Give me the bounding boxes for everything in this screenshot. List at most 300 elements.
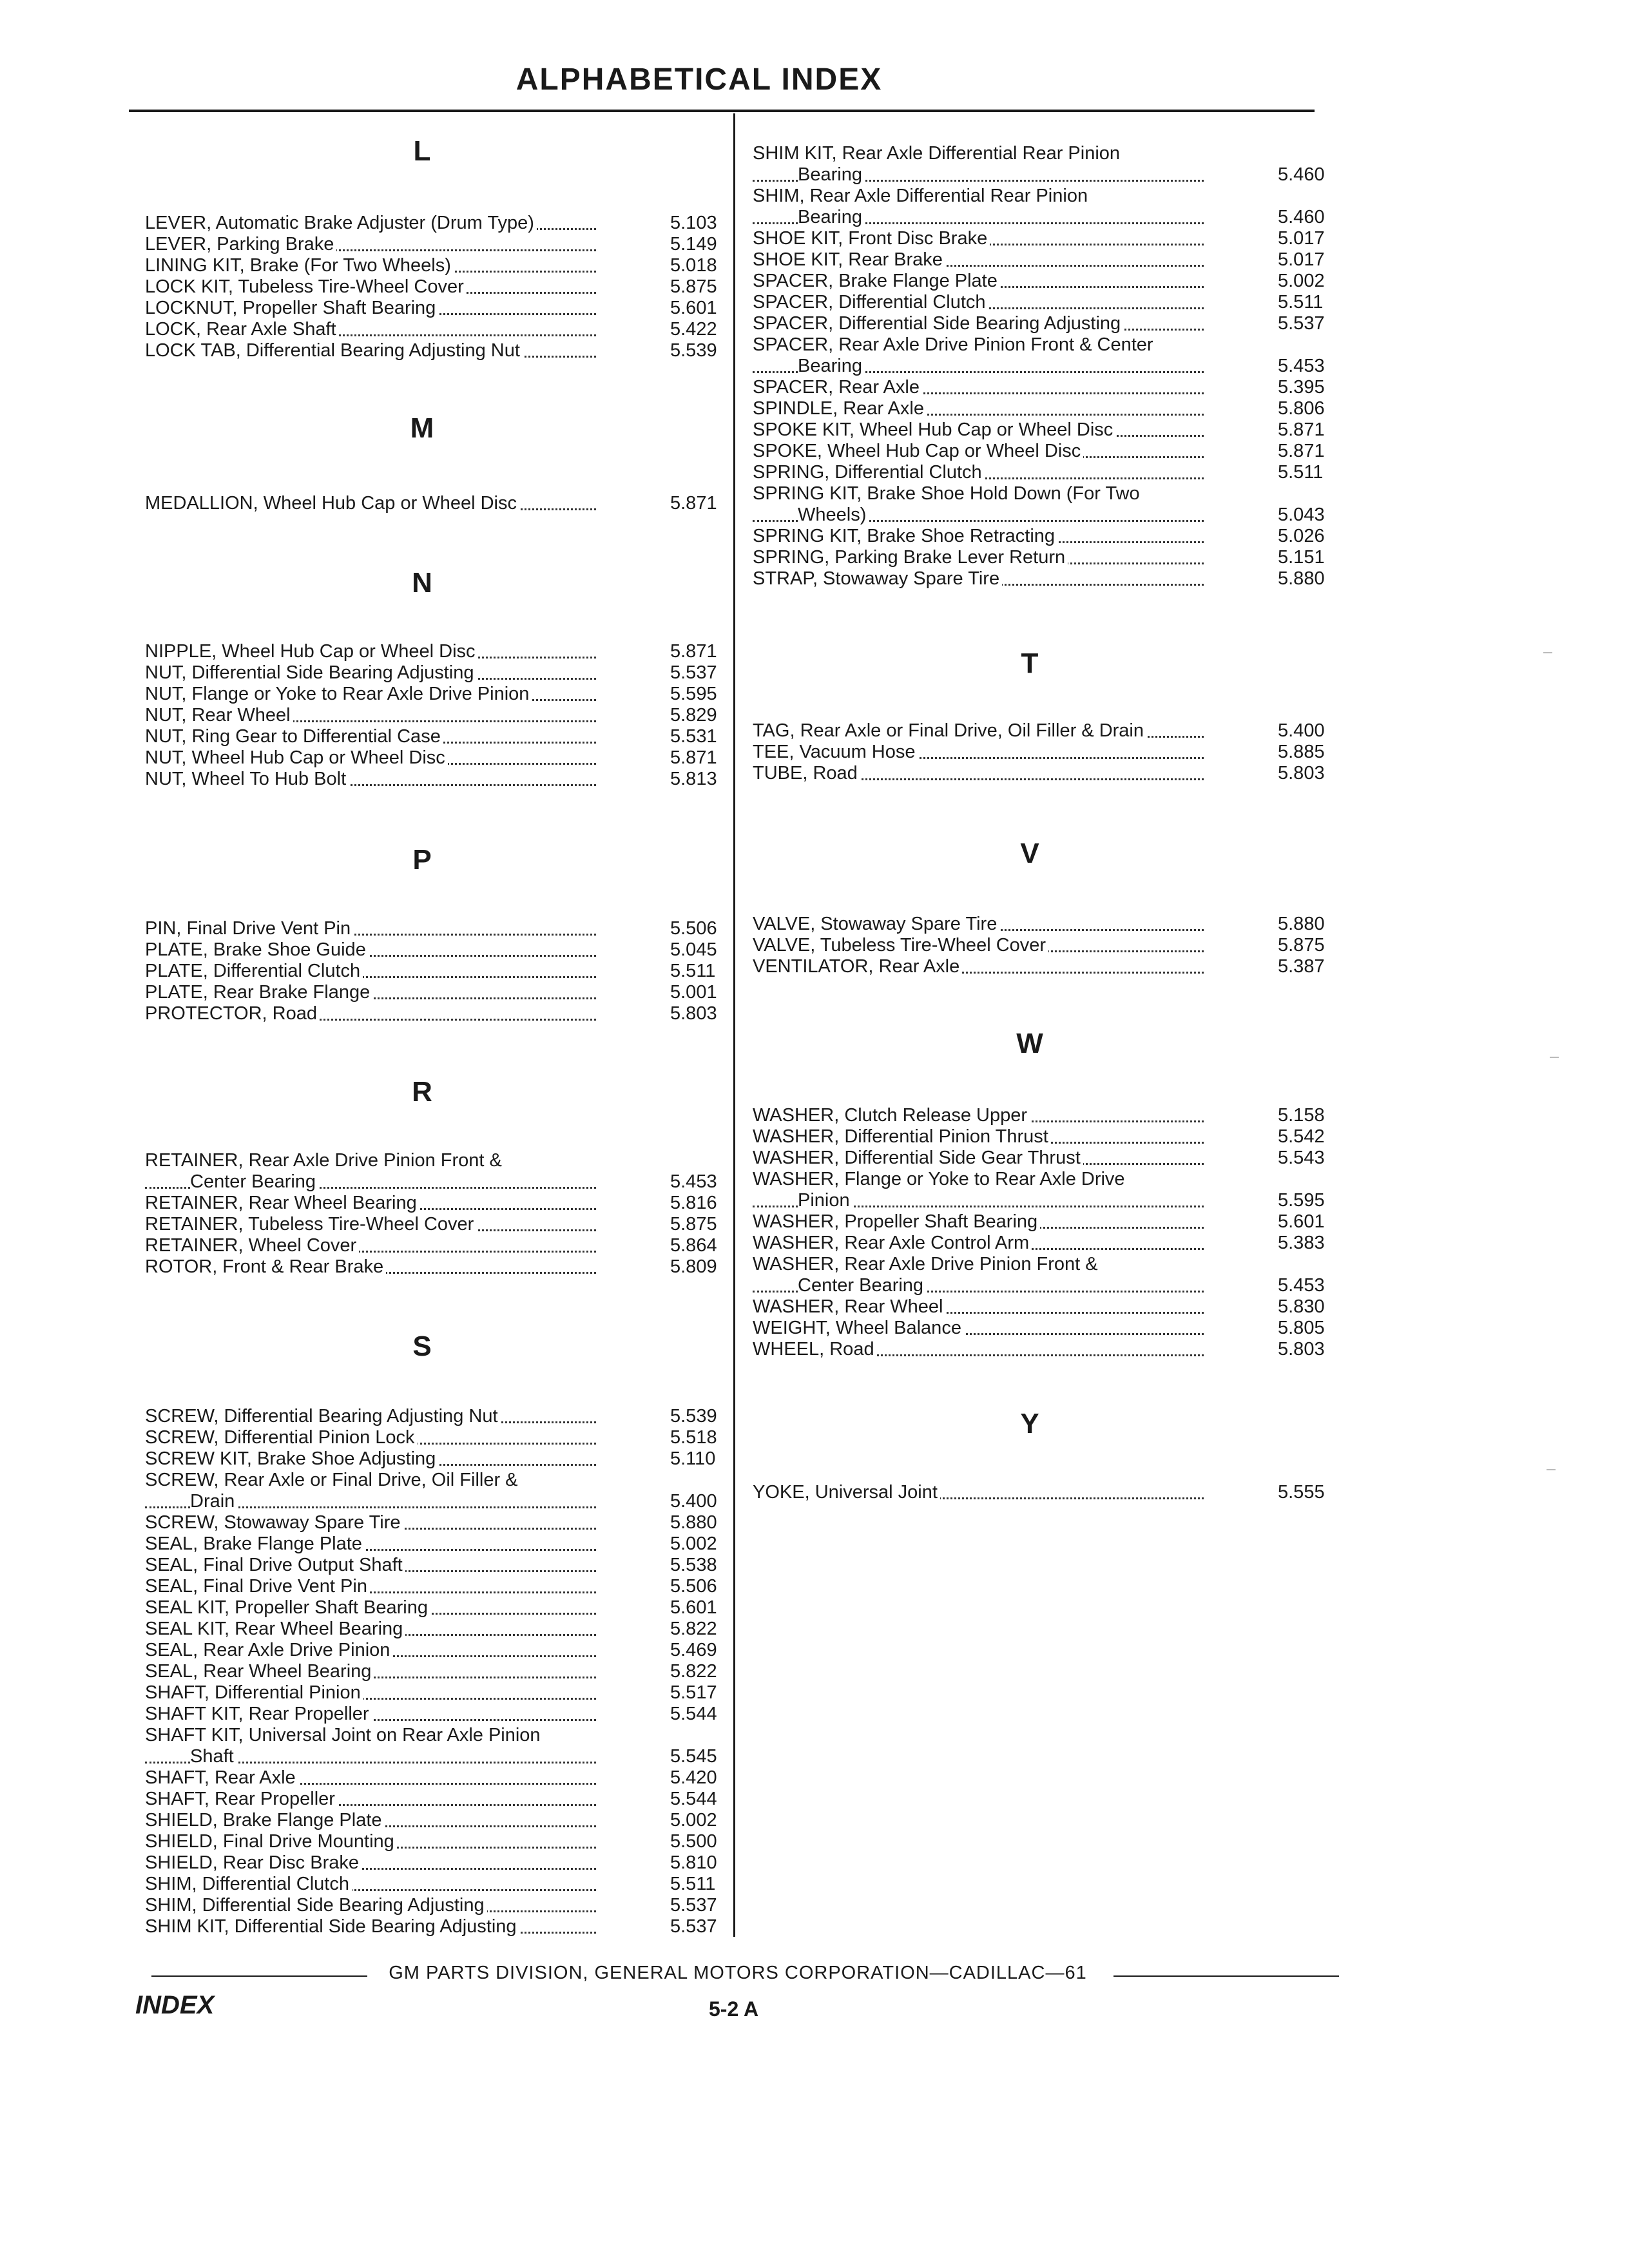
index-entry <box>145 276 738 298</box>
index-entry <box>145 641 738 662</box>
entry-line <box>753 292 1345 313</box>
entry-text: SHOE KIT, Front Disc Brake <box>753 228 990 249</box>
entry-page-number: 5.149 <box>670 234 717 255</box>
index-entry <box>145 939 738 961</box>
entry-line <box>145 1256 738 1278</box>
index-group-y <box>753 1482 1345 1503</box>
index-entry <box>753 462 1345 483</box>
entry-text: NUT, Ring Gear to Differential Case <box>145 726 443 747</box>
entry-text: VENTILATOR, Rear Axle <box>753 956 962 977</box>
entry-page-number: 5.420 <box>670 1767 717 1788</box>
entry-text: SCREW, Rear Axle or Final Drive, Oil Filler & <box>145 1470 521 1491</box>
entry-line <box>145 493 738 514</box>
entry-page-number: 5.813 <box>670 769 717 789</box>
entry-page-number: 5.453 <box>670 1171 717 1192</box>
entry-line <box>145 1725 738 1746</box>
entry-page-number: 5.045 <box>670 939 717 960</box>
entry-line <box>753 1233 1345 1254</box>
entry-text: Pinion <box>798 1190 853 1211</box>
entry-page-number: 5.830 <box>1278 1296 1325 1317</box>
entry-text: SHIM, Rear Axle Differential Rear Pinion <box>753 186 1090 207</box>
entry-text: NUT, Rear Wheel <box>145 705 293 726</box>
entry-text: WASHER, Propeller Shaft Bearing <box>753 1211 1040 1233</box>
entry-text: LOCK KIT, Tubeless Tire-Wheel Cover <box>145 276 467 298</box>
entry-page-number: 5.460 <box>1278 164 1325 185</box>
entry-page-number: 5.875 <box>1278 935 1325 956</box>
index-entry <box>145 1448 738 1470</box>
margin-mark <box>1550 1057 1559 1058</box>
entry-line <box>145 726 738 747</box>
entry-line-continued <box>753 356 1345 377</box>
index-entry <box>145 1682 738 1704</box>
index-entry <box>753 228 1345 249</box>
entry-line <box>753 763 1345 784</box>
index-entry <box>145 1235 738 1256</box>
entry-line <box>145 939 738 961</box>
entry-line <box>753 419 1345 441</box>
entry-page-number: 5.544 <box>670 1704 717 1724</box>
entry-line <box>753 377 1345 398</box>
entry-text: LINING KIT, Brake (For Two Wheels) <box>145 255 454 276</box>
index-entry <box>753 143 1345 186</box>
index-entry <box>145 1256 738 1278</box>
entry-page-number: 5.500 <box>670 1831 717 1852</box>
index-group-r <box>145 1150 738 1278</box>
entry-text: LOCK, Rear Axle Shaft <box>145 319 339 340</box>
entry-page-number: 5.511 <box>670 961 716 981</box>
entry-text: STRAP, Stowaway Spare Tire <box>753 568 1002 590</box>
entry-page-number: 5.018 <box>670 255 717 276</box>
entry-text: SHIELD, Brake Flange Plate <box>145 1810 385 1831</box>
entry-line <box>753 914 1345 935</box>
entry-line <box>753 249 1345 271</box>
entry-text: SPACER, Differential Clutch <box>753 292 988 313</box>
entry-text: Wheels) <box>798 505 869 526</box>
entry-text: ROTOR, Front & Rear Brake <box>145 1256 386 1278</box>
entry-line <box>145 213 738 234</box>
entry-page-number: 5.387 <box>1278 956 1325 977</box>
index-entry <box>145 1150 738 1193</box>
entry-text: Center Bearing <box>190 1171 318 1193</box>
entry-line <box>145 1448 738 1470</box>
entry-text: SHAFT, Differential Pinion <box>145 1682 363 1704</box>
entry-page-number: 5.453 <box>1278 356 1325 376</box>
entry-page-number: 5.539 <box>670 1406 717 1427</box>
entry-text: Bearing <box>798 356 865 377</box>
entry-line <box>753 1105 1345 1126</box>
index-entry <box>753 526 1345 547</box>
entry-line <box>753 1482 1345 1503</box>
index-entry <box>145 1810 738 1831</box>
entry-line <box>753 228 1345 249</box>
entry-line <box>145 662 738 684</box>
index-entry <box>145 1895 738 1916</box>
entry-text: WASHER, Differential Pinion Thrust <box>753 1126 1051 1148</box>
index-entry <box>145 918 738 939</box>
entry-text: SPOKE, Wheel Hub Cap or Wheel Disc <box>753 441 1083 462</box>
entry-line <box>145 1852 738 1874</box>
entry-page-number: 5.871 <box>1278 419 1325 440</box>
entry-line <box>753 1296 1345 1318</box>
entry-page-number: 5.880 <box>670 1512 717 1533</box>
index-entry <box>145 1576 738 1597</box>
entry-text: WASHER, Rear Wheel <box>753 1296 945 1318</box>
letter-heading-n: N <box>412 567 432 599</box>
index-entry <box>753 1169 1345 1211</box>
entry-text: SHAFT KIT, Universal Joint on Rear Axle Pinion <box>145 1725 543 1746</box>
entry-text: Bearing <box>798 207 865 228</box>
entry-text: WASHER, Rear Axle Control Arm <box>753 1233 1032 1254</box>
entry-text: SEAL, Final Drive Output Shaft <box>145 1555 405 1576</box>
entry-page-number: 5.871 <box>670 493 717 514</box>
entry-text: NUT, Wheel Hub Cap or Wheel Disc <box>145 747 448 769</box>
entry-text: Bearing <box>798 164 865 186</box>
entry-page-number: 5.806 <box>1278 398 1325 419</box>
entry-text: RETAINER, Rear Wheel Bearing <box>145 1193 419 1214</box>
entry-page-number: 5.555 <box>1278 1482 1325 1503</box>
index-entry <box>145 1725 738 1767</box>
index-entry <box>753 483 1345 526</box>
entry-line <box>753 1254 1345 1275</box>
entry-page-number: 5.511 <box>670 1874 716 1894</box>
index-entry <box>145 1470 738 1512</box>
index-entry <box>145 1193 738 1214</box>
entry-line <box>753 1211 1345 1233</box>
margin-mark <box>1547 1469 1556 1470</box>
entry-page-number: 5.158 <box>1278 1105 1325 1126</box>
entry-text: SHOE KIT, Rear Brake <box>753 249 945 271</box>
entry-page-number: 5.001 <box>670 982 717 1003</box>
entry-line <box>145 1576 738 1597</box>
entry-page-number: 5.460 <box>1278 207 1325 227</box>
entry-text: WASHER, Rear Axle Drive Pinion Front & <box>753 1254 1101 1275</box>
entry-line <box>753 441 1345 462</box>
entry-text: SHIM, Differential Clutch <box>145 1874 352 1895</box>
entry-line <box>753 1148 1345 1169</box>
entry-line <box>145 769 738 790</box>
entry-text: SCREW, Differential Bearing Adjusting Nut <box>145 1406 501 1427</box>
entry-line <box>753 483 1345 505</box>
title-rule <box>129 110 1315 112</box>
index-entry <box>145 1214 738 1235</box>
index-entry <box>145 747 738 769</box>
index-entry <box>145 662 738 684</box>
entry-line <box>145 1640 738 1661</box>
entry-page-number: 5.871 <box>1278 441 1325 461</box>
entry-page-number: 5.422 <box>670 319 717 340</box>
entry-line <box>753 742 1345 763</box>
entry-page-number: 5.803 <box>1278 763 1325 783</box>
index-entry <box>753 935 1345 956</box>
entry-page-number: 5.803 <box>1278 1339 1325 1360</box>
entry-line <box>753 956 1345 977</box>
entry-text: SHIELD, Rear Disc Brake <box>145 1852 361 1874</box>
entry-line <box>753 334 1345 356</box>
entry-text: SPRING, Differential Clutch <box>753 462 985 483</box>
index-group-p <box>145 918 738 1024</box>
entry-text: LEVER, Parking Brake <box>145 234 336 255</box>
entry-line-continued <box>753 505 1345 526</box>
entry-text: VALVE, Stowaway Spare Tire <box>753 914 999 935</box>
entry-text: WASHER, Flange or Yoke to Rear Axle Drive <box>753 1169 1128 1190</box>
entry-line <box>145 747 738 769</box>
letter-heading-v: V <box>1020 838 1039 869</box>
entry-text: MEDALLION, Wheel Hub Cap or Wheel Disc <box>145 493 519 514</box>
index-entry <box>145 961 738 982</box>
entry-page-number: 5.542 <box>1278 1126 1325 1147</box>
footer-publisher: GM PARTS DIVISION, GENERAL MOTORS CORPORATION—CADILLAC—61 <box>389 1963 1087 1983</box>
index-entry <box>753 568 1345 590</box>
index-entry <box>145 298 738 319</box>
entry-line <box>145 1470 738 1491</box>
entry-text: RETAINER, Rear Axle Drive Pinion Front & <box>145 1150 505 1171</box>
letter-heading-t: T <box>1021 648 1039 679</box>
index-entry <box>145 1640 738 1661</box>
entry-line <box>145 1512 738 1533</box>
entry-line <box>145 1235 738 1256</box>
entry-line <box>145 234 738 255</box>
index-entry <box>753 377 1345 398</box>
index-entry <box>145 1597 738 1619</box>
entry-page-number: 5.002 <box>670 1533 717 1554</box>
entry-page-number: 5.506 <box>670 1576 717 1597</box>
entry-text: PLATE, Differential Clutch <box>145 961 363 982</box>
index-entry <box>753 1254 1345 1296</box>
entry-text: NUT, Flange or Yoke to Rear Axle Drive Pinion <box>145 684 532 705</box>
index-entry <box>753 334 1345 377</box>
entry-text: SHAFT KIT, Rear Propeller <box>145 1704 372 1725</box>
index-entry <box>145 1555 738 1576</box>
entry-page-number: 5.017 <box>1278 228 1325 249</box>
entry-page-number: 5.875 <box>670 1214 717 1235</box>
index-group-l <box>145 213 738 361</box>
index-entry <box>145 684 738 705</box>
index-entry <box>753 398 1345 419</box>
index-entry <box>145 1767 738 1789</box>
entry-text: SHAFT, Rear Propeller <box>145 1789 338 1810</box>
entry-line <box>753 143 1345 164</box>
index-entry <box>753 1482 1345 1503</box>
entry-page-number: 5.601 <box>1278 1211 1325 1232</box>
entry-text: VALVE, Tubeless Tire-Wheel Cover <box>753 935 1048 956</box>
index-entry <box>753 742 1345 763</box>
entry-text: SEAL, Final Drive Vent Pin <box>145 1576 370 1597</box>
entry-page-number: 5.595 <box>670 684 717 704</box>
entry-page-number: 5.537 <box>670 662 717 683</box>
entry-text: RETAINER, Wheel Cover <box>145 1235 359 1256</box>
index-entry <box>145 1533 738 1555</box>
entry-line <box>145 1789 738 1810</box>
index-entry <box>145 1831 738 1852</box>
entry-line <box>753 1339 1345 1360</box>
footer-page-number: 5-2 A <box>709 1997 759 2021</box>
index-entry <box>753 1105 1345 1126</box>
entry-text: YOKE, Universal Joint <box>753 1482 940 1503</box>
entry-line <box>753 271 1345 292</box>
entry-text: WHEEL, Road <box>753 1339 877 1360</box>
entry-text: TAG, Rear Axle or Final Drive, Oil Filler & Drain <box>753 720 1146 742</box>
entry-text: SEAL KIT, Propeller Shaft Bearing <box>145 1597 430 1619</box>
index-entry <box>753 313 1345 334</box>
index-entry <box>145 493 738 514</box>
index-entry <box>145 1619 738 1640</box>
entry-text: SEAL, Rear Axle Drive Pinion <box>145 1640 392 1661</box>
entry-text: WEIGHT, Wheel Balance <box>753 1318 964 1339</box>
entry-page-number: 5.539 <box>670 340 717 361</box>
index-entry <box>753 914 1345 935</box>
entry-page-number: 5.453 <box>1278 1275 1325 1296</box>
index-entry <box>145 234 738 255</box>
entry-text: SPINDLE, Rear Axle <box>753 398 927 419</box>
index-entry <box>753 547 1345 568</box>
entry-page-number: 5.545 <box>670 1746 717 1767</box>
entry-line <box>753 462 1345 483</box>
entry-line <box>753 1318 1345 1339</box>
entry-text: NUT, Differential Side Bearing Adjusting <box>145 662 476 684</box>
entry-page-number: 5.537 <box>1278 313 1325 334</box>
footer-section-label: INDEX <box>135 1991 215 2019</box>
entry-page-number: 5.469 <box>670 1640 717 1660</box>
entry-line <box>145 319 738 340</box>
entry-page-number: 5.383 <box>1278 1233 1325 1253</box>
entry-line <box>145 1874 738 1895</box>
letter-heading-y: Y <box>1020 1408 1039 1439</box>
entry-line-continued <box>753 1275 1345 1296</box>
entry-text: SPRING, Parking Brake Lever Return <box>753 547 1068 568</box>
entry-page-number: 5.017 <box>1278 249 1325 270</box>
entry-page-number: 5.518 <box>670 1427 717 1448</box>
index-entry <box>145 1003 738 1024</box>
index-entry <box>145 213 738 234</box>
index-entry <box>753 720 1345 742</box>
index-entry <box>753 1148 1345 1169</box>
entry-line <box>753 186 1345 207</box>
index-entry <box>145 769 738 790</box>
entry-line <box>145 1682 738 1704</box>
entry-line <box>753 398 1345 419</box>
entry-line <box>145 340 738 361</box>
entry-text: PROTECTOR, Road <box>145 1003 320 1024</box>
index-entry <box>753 1318 1345 1339</box>
entry-text: PLATE, Rear Brake Flange <box>145 982 372 1003</box>
index-entry <box>753 1211 1345 1233</box>
page-title: ALPHABETICAL INDEX <box>516 62 883 97</box>
letter-heading-s: S <box>412 1331 432 1362</box>
entry-line <box>753 568 1345 590</box>
index-entry <box>753 292 1345 313</box>
index-entry <box>753 1126 1345 1148</box>
entry-text: SPRING KIT, Brake Shoe Hold Down (For Two <box>753 483 1142 505</box>
entry-page-number: 5.043 <box>1278 505 1325 525</box>
index-entry <box>145 340 738 361</box>
entry-text: NUT, Wheel To Hub Bolt <box>145 769 349 790</box>
entry-text: SCREW, Differential Pinion Lock <box>145 1427 418 1448</box>
entry-line <box>145 1150 738 1171</box>
entry-page-number: 5.885 <box>1278 742 1325 762</box>
entry-page-number: 5.875 <box>670 276 717 297</box>
entry-page-number: 5.395 <box>1278 377 1325 398</box>
index-entry <box>753 956 1345 977</box>
entry-line <box>145 1427 738 1448</box>
entry-text: SHAFT, Rear Axle <box>145 1767 298 1789</box>
entry-text: SHIM, Differential Side Bearing Adjusting <box>145 1895 487 1916</box>
letter-heading-w: W <box>1016 1028 1043 1059</box>
entry-text: TEE, Vacuum Hose <box>753 742 918 763</box>
entry-line-continued <box>753 164 1345 186</box>
index-entry <box>145 726 738 747</box>
entry-page-number: 5.829 <box>670 705 717 726</box>
entry-text: SPACER, Differential Side Bearing Adjusting <box>753 313 1123 334</box>
index-entry <box>753 763 1345 784</box>
entry-page-number: 5.601 <box>670 298 717 318</box>
entry-text: SPACER, Brake Flange Plate <box>753 271 1000 292</box>
entry-line <box>145 1193 738 1214</box>
index-group-m <box>145 493 738 514</box>
letter-heading-r: R <box>412 1076 432 1108</box>
entry-page-number: 5.803 <box>670 1003 717 1024</box>
entry-page-number: 5.537 <box>670 1895 717 1916</box>
entry-page-number: 5.871 <box>670 747 717 768</box>
entry-text: SCREW, Stowaway Spare Tire <box>145 1512 403 1533</box>
index-group-s <box>145 1406 738 1937</box>
entry-page-number: 5.537 <box>670 1916 717 1937</box>
entry-page-number: 5.400 <box>670 1491 717 1512</box>
entry-line <box>753 720 1345 742</box>
entry-line-continued <box>753 207 1345 228</box>
entry-page-number: 5.531 <box>670 726 717 747</box>
index-entry <box>145 255 738 276</box>
entry-line <box>145 1810 738 1831</box>
entry-line <box>753 1169 1345 1190</box>
entry-line <box>145 982 738 1003</box>
entry-page-number: 5.110 <box>670 1448 716 1469</box>
entry-line <box>145 1704 738 1725</box>
entry-text: SPACER, Rear Axle Drive Pinion Front & Center <box>753 334 1156 356</box>
entry-line <box>145 1003 738 1024</box>
entry-line <box>145 298 738 319</box>
entry-text: PLATE, Brake Shoe Guide <box>145 939 369 961</box>
letter-heading-l: L <box>413 135 431 167</box>
entry-text: PIN, Final Drive Vent Pin <box>145 918 353 939</box>
entry-line <box>145 1555 738 1576</box>
entry-text: Center Bearing <box>798 1275 926 1296</box>
entry-page-number: 5.002 <box>1278 271 1325 291</box>
entry-text: WASHER, Differential Side Gear Thrust <box>753 1148 1083 1169</box>
entry-line <box>145 1831 738 1852</box>
entry-page-number: 5.601 <box>670 1597 717 1618</box>
entry-page-number: 5.103 <box>670 213 717 233</box>
entry-text: NIPPLE, Wheel Hub Cap or Wheel Disc <box>145 641 478 662</box>
entry-text: TUBE, Road <box>753 763 860 784</box>
index-entry <box>753 419 1345 441</box>
letter-heading-m: M <box>410 412 434 444</box>
entry-line <box>145 641 738 662</box>
entry-page-number: 5.511 <box>1278 292 1324 312</box>
entry-line-continued <box>145 1746 738 1767</box>
entry-text: SEAL, Brake Flange Plate <box>145 1533 365 1555</box>
index-entry <box>753 1339 1345 1360</box>
index-entry <box>145 1704 738 1725</box>
entry-text: SPRING KIT, Brake Shoe Retracting <box>753 526 1057 547</box>
entry-line <box>145 961 738 982</box>
entry-line <box>145 705 738 726</box>
entry-line <box>753 547 1345 568</box>
index-group-w <box>753 1105 1345 1360</box>
entry-line <box>145 1916 738 1937</box>
entry-text: Drain <box>190 1491 237 1512</box>
entry-text: RETAINER, Tubeless Tire-Wheel Cover <box>145 1214 476 1235</box>
entry-page-number: 5.816 <box>670 1193 717 1213</box>
